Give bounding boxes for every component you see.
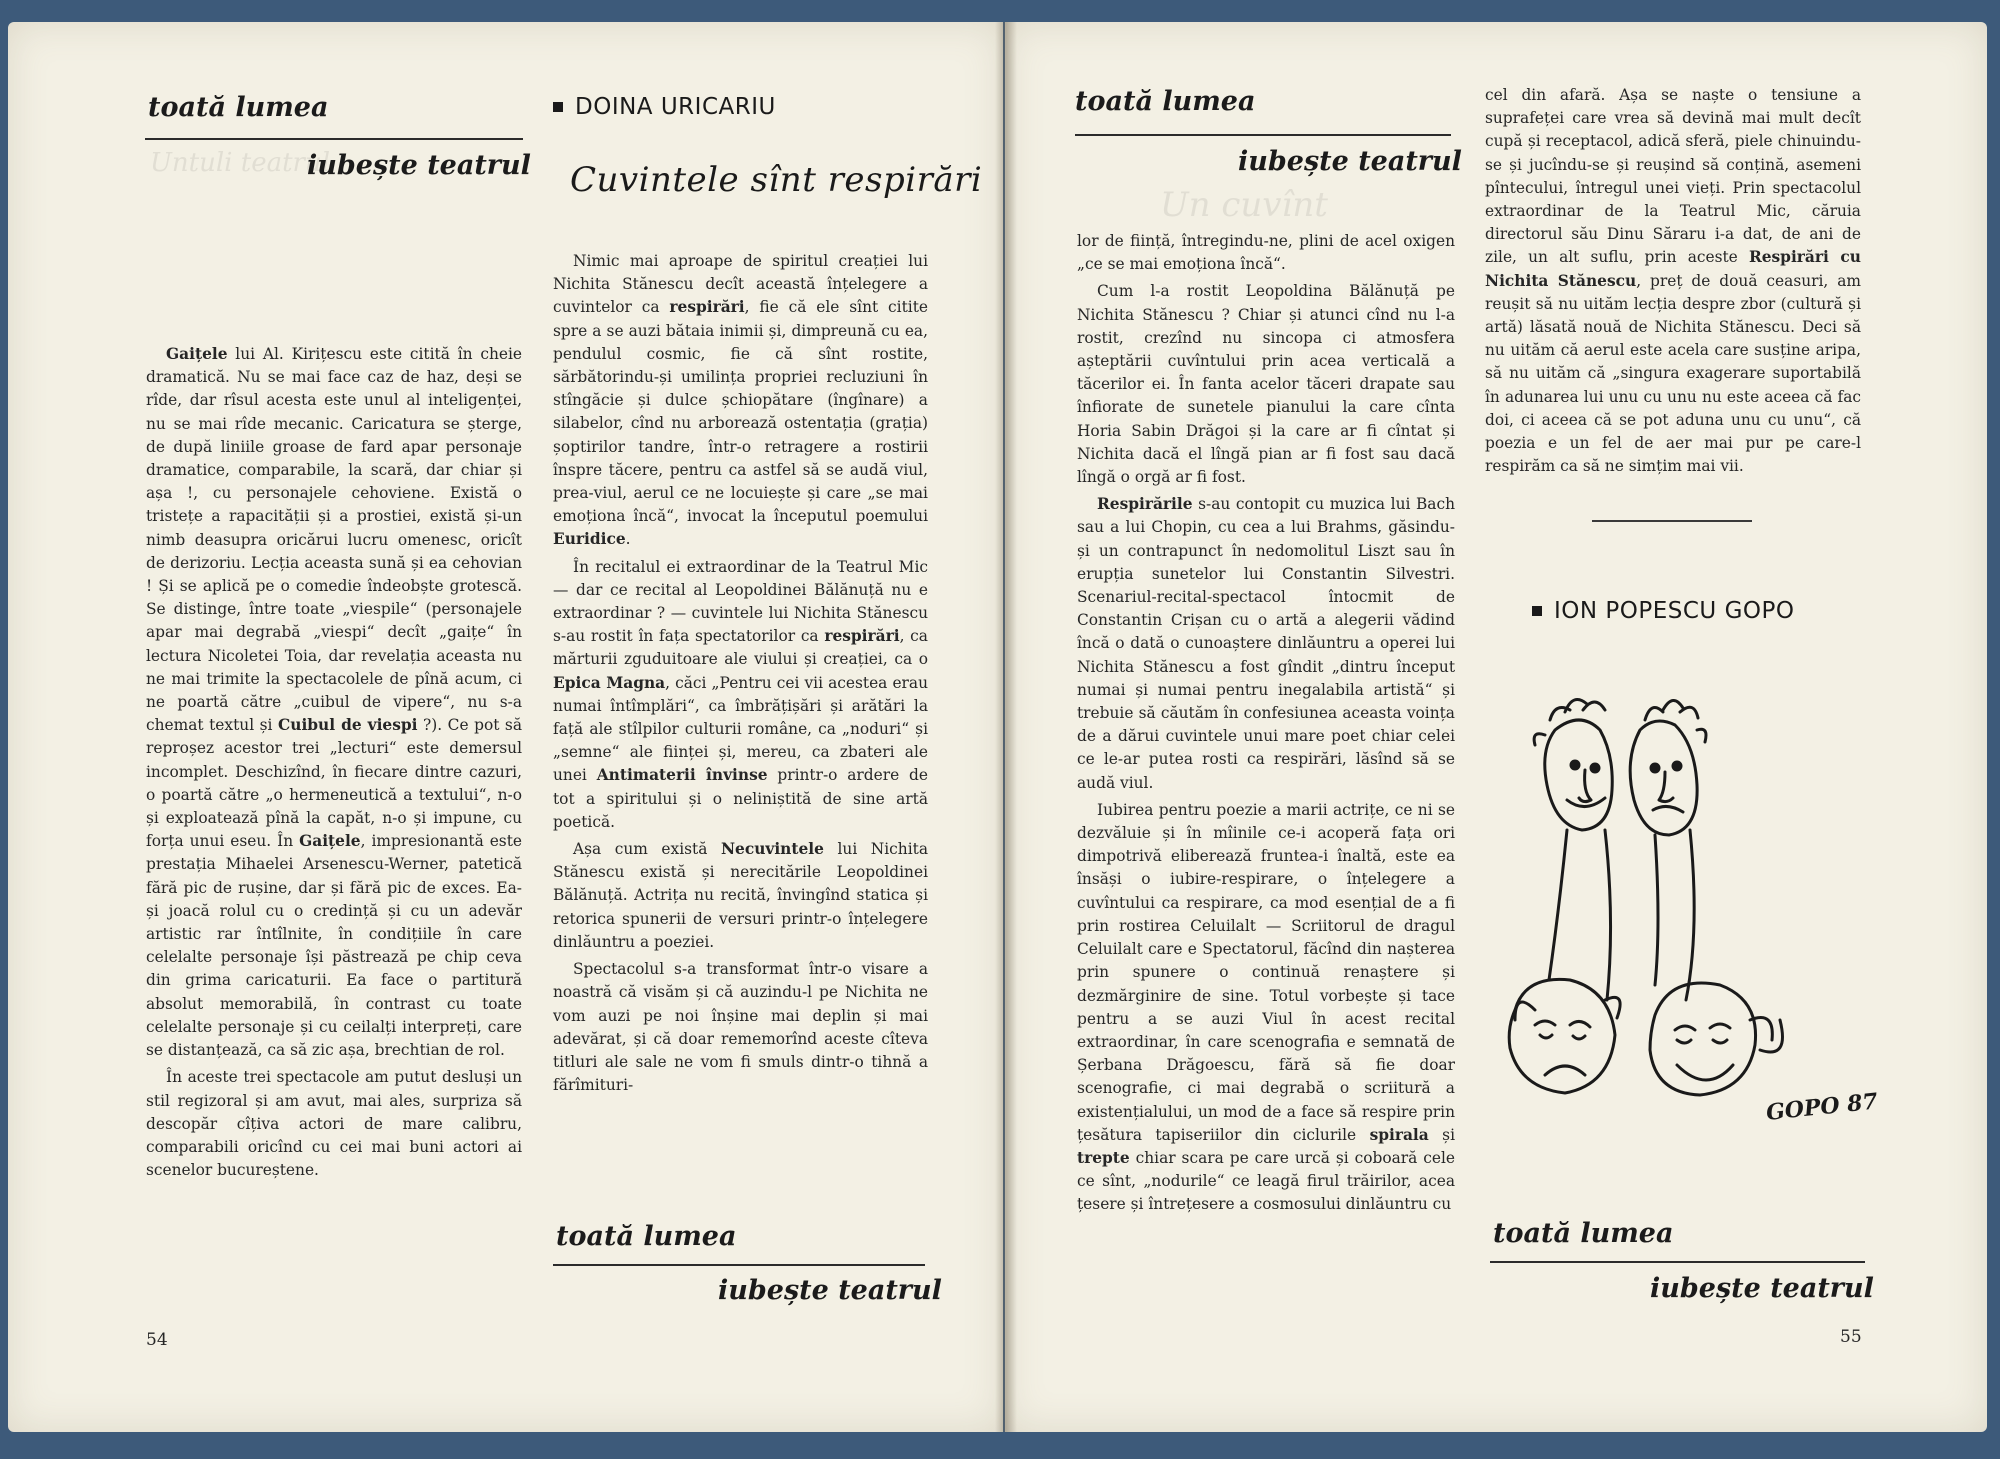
banner-toata-lumea: toată lumea [556, 1221, 737, 1252]
section-divider [1592, 520, 1752, 522]
paragraph: Așa cum există Necuvintele lui Nichita Stănescu există și nerecitările Leopoldinei Bălănuță. Actrița nu recită, învingînd statica și retorica spunerii de versuri printr-o înțelegere dinlăuntru a poeziei. [553, 840, 928, 951]
left-figure [1545, 720, 1612, 830]
paragraph: Gaițele lui Al. Kirițescu este citită în cheie dramatică. Nu se mai face caz de haz, deși se rîde, dar rîsul acesta este unul al inteligenței, nu se mai rîde mecanic. Caricatura se șterge, de după liniile groase de fard apar personaje dramatice, comparabile, la scară, dar chiar și așa !, cu personajele cehoviene. Există o tristețe a rapacității și a prostiei, există și-un nimb deasupra oricărui lucru omenesc, oricît de derizoriu. Lecția aceasta sună și ea cehovian ! Și se aplică pe o comedie îndeobște grotescă. Se distinge, între toate „viespile“ (personajele apar mai degrabă „viespi“ decît „gaițe“ în lectura Nicoletei Toia, dar revelația aceasta nu ne mai trimite la spectacolele de pînă acum, ci ne poartă către „cuibul de vipere“, nu s-a chemat textul și Cuibul de viespi ?). Ce pot să reproșez acestor trei „lecturi“ este demersul incomplet. Deschizînd, în fiecare dintre cazuri, o poartă către „o hermeneutică a textului“, n-o și exploatează pînă la capăt, n-o și impune, cu forța unui eseu. În Gaițele, impresionantă este prestația Mihaelei Arsenescu-Werner, patetică fără pic de rușine, dar și fără pic de exces. Ea-și joacă rolul cu o credință și cu un adevăr artistic rar întîlnite, în condițiile în care celelalte personaje își păstrează pe chip ceva din grima caricaturii. Ea face o partitură absolut memorabilă, în contrast cu toate celelalte personaje și cu ceilalți interpreți, care se distanțează, ca să zic așa, brechtian de rol. [146, 345, 522, 1060]
paragraph: Iubirea pentru poezie a marii actrițe, ce ni se dezvăluie și în mîinile ce-i acoperă fața ori dimpotrivă eliberează fruntea-i înaltă, este ea însăși o iubire-respirare, o înțelegere a cuvîntului ca respirare, ca mod esențial de a fi prin rostirea Celuilalt — Scriitorul de dragul Celuilalt care e Spectatorul, făcînd din nașterea prin spunere o continuă renaștere și dezmărginire de sine. Totul vorbește și tace pentru a se auzi Viul în acest recital extraordinar, în care scenografia e semnată de Șerbana Drăgoescu, fără să fie doar scenografie, ci mai degrabă o scriitură a existențialului, un mod de a face să respire prin țesătura tapiseriilor din ciclurile spirala și trepte chiar scara pe care urcă și coboară cele ce sînt, „nodurile“ ce leagă firul trăirilor, acea țesere și întrețesere a cosmosului dinlăuntru cu [1077, 800, 1455, 1214]
article-title: Cuvintele sînt respirări [570, 160, 983, 200]
banner-toata-lumea: toată lumea [1493, 1218, 1674, 1249]
show-through: Un cuvînt [1160, 185, 1328, 225]
page-number: 55 [1840, 1327, 1862, 1347]
paragraph: Respirările s-au contopit cu muzica lui Bach sau a lui Chopin, cu cea a lui Brahms, găsindu-și un contrapunct în nedomolitul Liszt sau în erupția sunetelor lui Constantin Silvestri. Scenariul-recital-spectacol întocmit de Constantin Crișan cu o artă a alegerii vădind încă o dată o cunoaștere dinlăuntru a operei lui Nichita Stănescu a fost gîndit „dintru început numai și numai pentru inegalabila artistă“ și trebuie să căutăm în confesiunea aceasta voința de a dărui cuvintele unui mare poet chiar celei ce le-ar putea rosti ca respirări, lăsînd să se audă viul. [1077, 495, 1455, 792]
sad-mask [1509, 979, 1615, 1093]
page-number: 54 [146, 1330, 168, 1350]
right-column1-text [1077, 230, 1455, 1221]
banner-rule [145, 138, 523, 140]
banner-toata-lumea: toată lumea [1075, 86, 1256, 117]
show-through: Untuli teatrul [150, 148, 331, 178]
book-gutter [995, 22, 1017, 1432]
cartoon-signature: GOPO 87 [1764, 1088, 1879, 1126]
article-author: DOINA URICARIU [553, 94, 776, 120]
article-column-text [553, 250, 928, 1101]
banner-iubeste-teatrul: iubește teatrul [718, 1275, 942, 1306]
happy-mask [1650, 983, 1756, 1095]
paragraph: Cum l-a rostit Leopoldina Bălănuță pe Nichita Stănescu ? Chiar și atunci cînd nu l-a rostit, crezînd nu sincopa ci atmosfera așteptării cuvîntului prin acea verticală a tăcerilor ei. În fanta acelor tăceri drapate sau înfiorate de sunetele pianului la care cînta Horia Sabin Drăgoi și la care ar fi cîntat și Nichita dacă el lîngă pian ar fi fost sau dacă lîngă o orgă ar fi fost. [1077, 282, 1455, 487]
banner-iubeste-teatrul: iubește teatrul [307, 150, 531, 181]
banner-rule [553, 1264, 925, 1266]
paragraph: În recitalul ei extraordinar de la Teatrul Mic — dar ce recital al Leopoldinei Bălănuță nu e extraordinar ? — cuvintele lui Nichita Stănescu s-au rostit în fața spectatorilor ca respirări, ca mărturii zguduitoare ale viului și creației, ca o Epica Magna, căci „Pentru cei vii acestea erau numai întîmplări“, ca îmbrățișări și arătări la față ale stîlpilor culturii române, ca „noduri“ și „semne“ ale ființei și, mereu, ca zbateri ale unei Antimaterii învinse printr-o ardere de tot a spiritului și o neliniștită de sine artă poetică. [553, 557, 929, 831]
banner-rule [1075, 134, 1451, 136]
left-column-text [146, 343, 522, 1186]
paragraph: Spectacolul s-a transformat într-o visare a noastră că visăm și că auzindu-l pe Nichita ne vom auzi pe noi înșine mai deplin și mai adevărat, și că doar rememorînd aceste cîteva titluri ale sale ne vom fi smuls dintr-o tihnă a fărîmituri- [553, 960, 928, 1095]
banner-toata-lumea: toată lumea [148, 92, 329, 123]
paragraph: lor de ființă, întregindu-ne, plini de acel oxigen „ce se mai emoționa încă“. [1077, 232, 1455, 274]
paragraph: cel din afară. Așa se naște o tensiune a suprafeței care vrea să devină mai mult decît cupă și receptacol, adică sferă, piele chinuindu-se și jucîndu-se și reușind să conțină, asemeni pîntecului, întregul unei vieți. Prin spectacolul extraordinar de la Teatrul Mic, căruia directorul său Dinu Săraru i-a dat, de ani de zile, un alt suflu, prin aceste Respirări cu Nichita Stănescu, preț de două ceasuri, am reușit să nu uităm lecția despre zbor (cultură și artă) lăsată nouă de Nichita Stănescu. Deci să nu uităm că aerul este acela care susține aripa, să nu uităm că „singura exagerare suportabilă în adunarea lui unu cu unu nu este aceea că fac doi, ci aceea că se pot aduna unu cu unu“, că poezia e un fel de aer mai pur pe care-l respirăm ca să ne simțim mai vii. [1485, 86, 1861, 476]
paragraph: În aceste trei spectacole am putut desluși un stil regizoral și am avut, mai ales, surpriza să descopăr cîțiva actori de mare calibru, comparabili oricînd cu cei mai buni actori ai scenelor bucureștene. [146, 1068, 522, 1180]
right-column2-text [1485, 84, 1861, 482]
cartoon-author: ION POPESCU GOPO [1532, 598, 1794, 624]
banner-iubeste-teatrul: iubește teatrul [1238, 146, 1462, 177]
banner-rule [1490, 1261, 1865, 1263]
cartoon-drawing [1505, 690, 1879, 1150]
paragraph: Nimic mai aproape de spiritul creației lui Nichita Stănescu decît această înțelegere a cuvintelor ca respirări, fie că ele sînt citite spre a se auzi bătaia inimii și, dimpreună cu ea, pendulul cosmic, fie că sînt rostite, sărbătorindu-și umilința propriei recluziuni în stîngăcie și dulce șchiopătare (îngînare) a silabelor, cînd nu arborează ostentația (grația) șoptirilor tandre, într-o retragere a rostirii înspre tăcere, pentru ca astfel să se audă viul, prea-viul, aerul ce ne locuiește și care „se mai emoționa încă“, invocat la începutul poemului Euridice. [553, 252, 928, 549]
banner-iubeste-teatrul: iubește teatrul [1650, 1273, 1874, 1304]
